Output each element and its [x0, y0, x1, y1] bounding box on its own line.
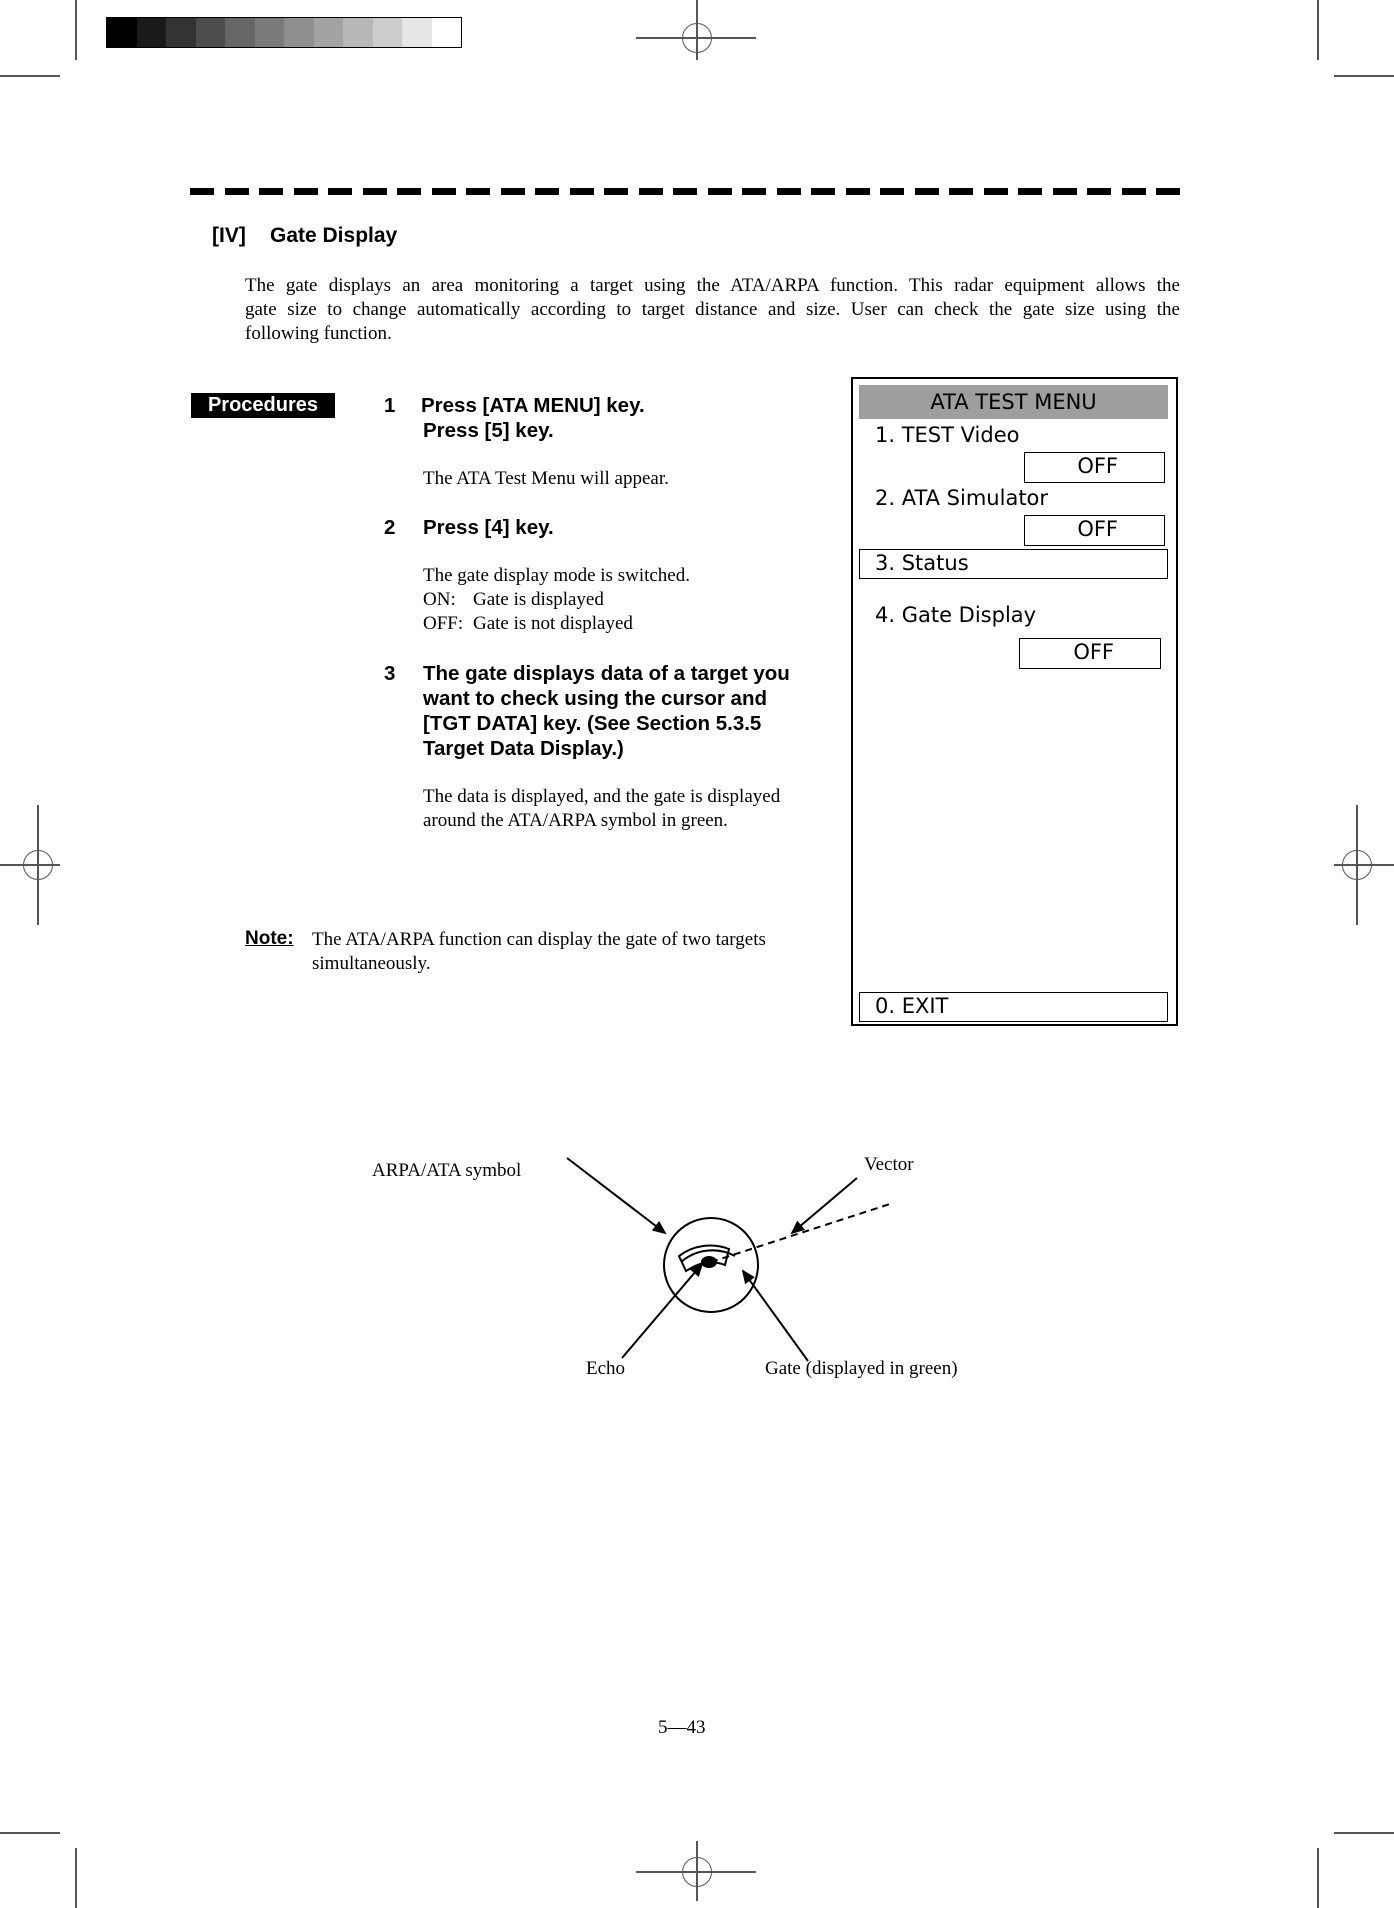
section-title: Gate Display — [270, 224, 398, 247]
step-number: 2 — [384, 516, 396, 539]
menu-title: ATA TEST MENU — [859, 385, 1168, 419]
gate-label: Gate (displayed in green) — [765, 1358, 958, 1379]
step3-note2: around the ATA/ARPA symbol in green. — [423, 810, 728, 831]
gate-arrow — [743, 1271, 808, 1361]
step-number: 3 — [384, 662, 396, 685]
menu-item-gate-display[interactable]: 4. Gate Display — [875, 603, 1037, 627]
step3-line1: The gate displays data of a target you — [423, 662, 790, 685]
note-label: Note: — [245, 928, 294, 949]
ata-simulator-value[interactable]: OFF — [1024, 515, 1165, 546]
page-number: 5—43 — [658, 1717, 706, 1738]
menu-item-status[interactable]: 3. Status — [859, 549, 1168, 579]
menu-item-ata-simulator[interactable]: 2. ATA Simulator — [875, 486, 1049, 510]
off-key: OFF: — [423, 613, 464, 634]
note-line2: simultaneously. — [312, 953, 431, 974]
step1-line1: Press [ATA MENU] key. — [421, 394, 645, 417]
step2-note: The gate display mode is switched. — [423, 565, 690, 586]
echo-label: Echo — [586, 1358, 626, 1379]
vector-label: Vector — [864, 1154, 914, 1175]
step3-note1: The data is displayed, and the gate is displayed — [423, 786, 781, 807]
section-number: [IV] — [212, 224, 246, 247]
intro-line: following function. — [245, 323, 392, 344]
menu-item-test-video[interactable]: 1. TEST Video — [875, 423, 1020, 447]
step3-line3: [TGT DATA] key. (See Section 5.3.5 — [423, 712, 762, 735]
arpa-ata-symbol-label: ARPA/ATA symbol — [372, 1160, 522, 1181]
procedures-label: Procedures — [191, 393, 335, 418]
gate-display-value[interactable]: OFF — [1019, 638, 1161, 669]
off-description: Gate is not displayed — [473, 613, 633, 634]
menu-item-exit[interactable]: 0. EXIT — [859, 992, 1168, 1022]
step1-note: The ATA Test Menu will appear. — [423, 468, 669, 489]
intro-line: The gate displays an area monitoring a target using the ATA/ARPA function. This radar equipment allows the — [245, 275, 1180, 296]
step2-line1: Press [4] key. — [423, 516, 554, 539]
vector-arrow — [792, 1178, 857, 1233]
intro-line: gate size to change automatically according to target distance and size. User can check the gate size using the — [245, 299, 1180, 320]
note-line1: The ATA/ARPA function can display the gate of two targets — [312, 929, 766, 950]
echo-dot — [701, 1256, 717, 1268]
echo-arrow — [622, 1264, 702, 1358]
vector-line — [711, 1203, 893, 1262]
step3-line2: want to check using the cursor and — [423, 687, 768, 710]
on-description: Gate is displayed — [473, 589, 604, 610]
arpa-arrow — [567, 1158, 665, 1233]
test-video-value[interactable]: OFF — [1024, 452, 1165, 483]
step-number: 1 — [384, 394, 396, 417]
step1-line2: Press [5] key. — [423, 419, 554, 442]
on-key: ON: — [423, 589, 456, 610]
step3-line4: Target Data Display.) — [423, 737, 624, 760]
